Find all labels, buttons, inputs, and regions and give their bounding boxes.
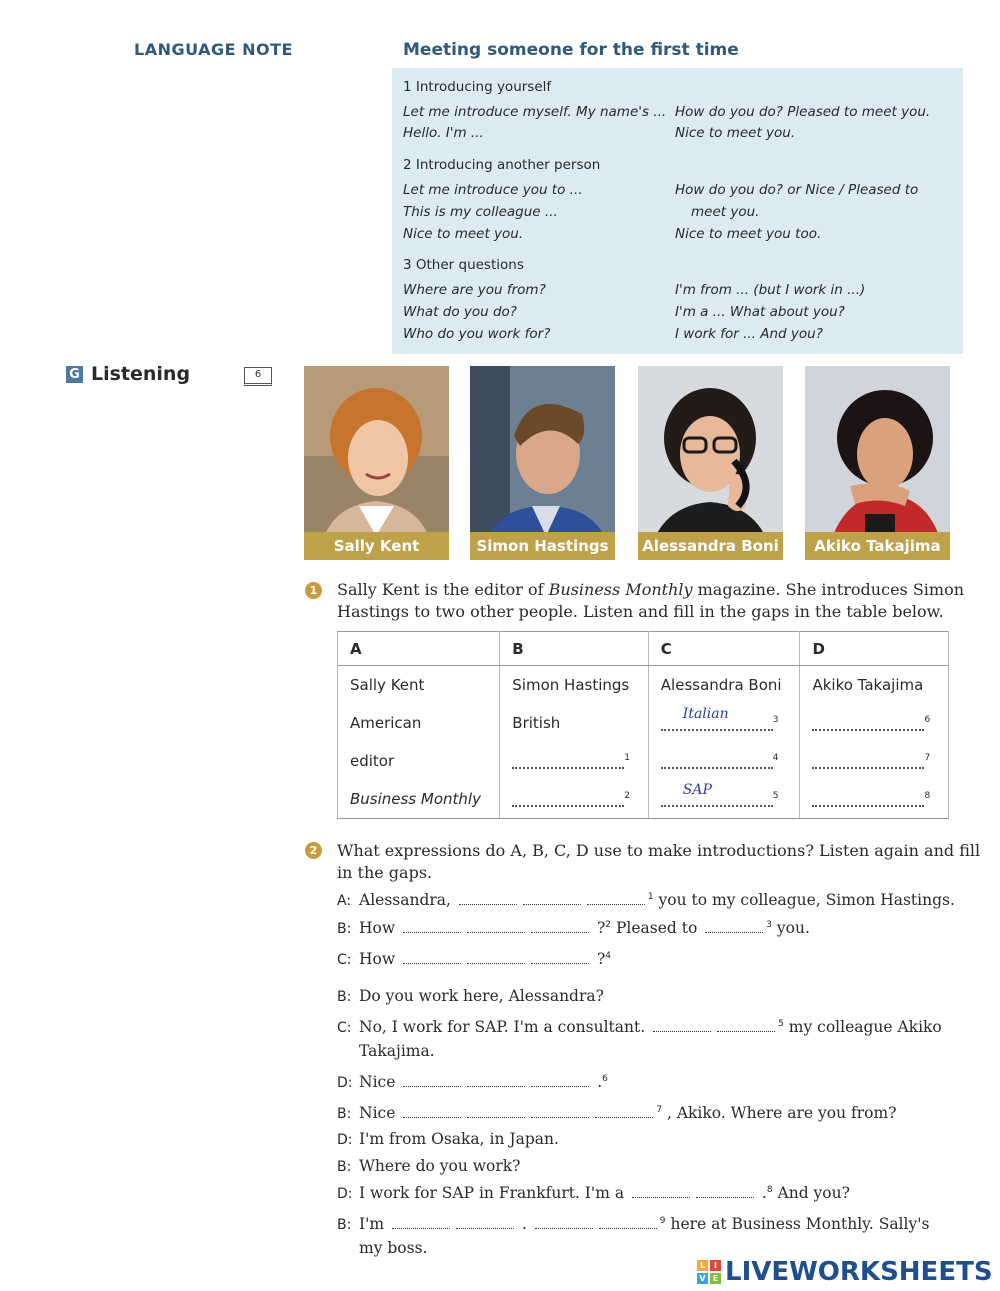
dialogue-line bbox=[337, 1239, 427, 1257]
speaker-label: B: bbox=[337, 1159, 352, 1175]
dialogue-text: my colleague Akiko bbox=[783, 1018, 942, 1036]
gap-number: 5 bbox=[772, 791, 779, 801]
dialogue-text: How bbox=[359, 950, 401, 968]
dialogue-line bbox=[337, 950, 611, 968]
answer-field[interactable] bbox=[812, 717, 924, 731]
answer-gap[interactable] bbox=[531, 922, 589, 933]
table-cell: Alessandra Boni bbox=[648, 666, 800, 705]
table-cell bbox=[500, 742, 649, 780]
dialogue-text: you. bbox=[771, 919, 810, 937]
gap-number: 8 bbox=[924, 791, 931, 801]
dialogue-text: Nice bbox=[359, 1104, 401, 1122]
gap-number: 3 bbox=[766, 919, 772, 930]
photo-caption: Simon Hastings bbox=[470, 532, 615, 560]
gap-number: 2 bbox=[624, 791, 631, 801]
column-header: D bbox=[800, 632, 949, 666]
gap-number: 9 bbox=[659, 1215, 666, 1226]
phrase: Nice to meet you. bbox=[675, 125, 796, 141]
gap-number: 7 bbox=[924, 753, 931, 763]
photo-caption: Sally Kent bbox=[304, 532, 449, 560]
task1-magazine: Business Monthly bbox=[548, 580, 693, 599]
photo-caption: Alessandra Boni bbox=[638, 532, 783, 560]
gap-number: 1 bbox=[647, 891, 654, 902]
photo-akiko-takajima bbox=[805, 366, 950, 560]
speaker-label: D: bbox=[337, 1186, 353, 1202]
phrase: Nice to meet you. bbox=[403, 226, 524, 242]
phrase: Let me introduce you to ... bbox=[403, 182, 583, 198]
handwritten-answer: Italian bbox=[682, 705, 729, 722]
answer-field[interactable] bbox=[812, 755, 924, 769]
dialogue-line bbox=[337, 919, 810, 937]
gap-number: 7 bbox=[656, 1104, 663, 1115]
column-header: A bbox=[338, 632, 500, 666]
table-cell bbox=[648, 742, 800, 780]
answer-gap[interactable] bbox=[392, 1218, 450, 1229]
dialogue-line bbox=[337, 1042, 435, 1060]
dialogue-text: Nice bbox=[359, 1073, 401, 1091]
answer-gap[interactable] bbox=[403, 1107, 461, 1118]
task-number-1: 1 bbox=[305, 582, 322, 599]
answer-gap[interactable] bbox=[632, 1187, 690, 1198]
phrase: What do you do? bbox=[403, 304, 517, 320]
gap-number: 8 bbox=[766, 1184, 773, 1195]
answer-gap[interactable] bbox=[523, 894, 581, 905]
gap-number: 5 bbox=[778, 1018, 784, 1029]
answer-field[interactable] bbox=[661, 755, 773, 769]
table-cell bbox=[648, 704, 800, 742]
dialogue-line bbox=[337, 1215, 929, 1233]
task1-instructions bbox=[337, 579, 964, 623]
language-note-title: Meeting someone for the first time bbox=[403, 40, 739, 60]
gap-number: 3 bbox=[772, 715, 779, 725]
language-note-box bbox=[392, 68, 963, 354]
phrase: Hello. I'm ... bbox=[403, 125, 484, 141]
answer-field[interactable] bbox=[812, 793, 924, 807]
dialogue-text: , Akiko. Where are you from? bbox=[662, 1104, 897, 1122]
listening-heading bbox=[66, 363, 190, 385]
answer-field[interactable] bbox=[661, 705, 773, 731]
phrase: How do you do? Pleased to meet you. bbox=[675, 104, 931, 120]
column-header: B bbox=[500, 632, 649, 666]
answer-gap[interactable] bbox=[531, 1107, 589, 1118]
answer-gap[interactable] bbox=[717, 1021, 775, 1032]
dialogue-text: Pleased to bbox=[611, 919, 703, 937]
phrase: I work for ... And you? bbox=[675, 326, 823, 342]
answer-field[interactable] bbox=[512, 793, 624, 807]
answer-gap[interactable] bbox=[403, 922, 461, 933]
table-cell bbox=[800, 742, 949, 780]
column-header: C bbox=[648, 632, 800, 666]
dialogue-text: Do you work here, Alessandra? bbox=[359, 987, 604, 1005]
speaker-label: B: bbox=[337, 1106, 352, 1122]
answer-gap[interactable] bbox=[456, 1218, 514, 1229]
answer-gap[interactable] bbox=[705, 922, 763, 933]
phrase: Nice to meet you too. bbox=[675, 226, 822, 242]
dialogue-line bbox=[337, 891, 955, 909]
logo-tile: L bbox=[697, 1260, 708, 1271]
section-heading: 1 Introducing yourself bbox=[403, 79, 552, 95]
phrase: meet you. bbox=[691, 204, 760, 220]
language-note-label: LANGUAGE NOTE bbox=[134, 40, 293, 59]
logo-tile: E bbox=[710, 1273, 721, 1284]
gap-number: 6 bbox=[924, 715, 931, 725]
dialogue-line bbox=[337, 1184, 850, 1202]
table-cell: Business Monthly bbox=[338, 780, 500, 819]
speaker-label: B: bbox=[337, 921, 352, 937]
handwritten-answer: SAP bbox=[682, 781, 712, 798]
phrase: Where are you from? bbox=[403, 282, 546, 298]
answer-gap[interactable] bbox=[403, 1076, 461, 1087]
phrase: Who do you work for? bbox=[403, 326, 551, 342]
phrase: Let me introduce myself. My name's ... bbox=[403, 104, 667, 120]
logo-text: LIVEWORKSHEETS bbox=[725, 1257, 993, 1287]
answer-gap[interactable] bbox=[403, 953, 461, 964]
answer-gap[interactable] bbox=[696, 1187, 754, 1198]
answer-gap[interactable] bbox=[599, 1218, 657, 1229]
audio-track-button[interactable]: 6 bbox=[244, 367, 272, 386]
answer-gap[interactable] bbox=[467, 1107, 525, 1118]
dialogue-text: here at Business Monthly. Sally's bbox=[665, 1215, 930, 1233]
dialogue-text: Alessandra, bbox=[359, 891, 456, 909]
dialogue-line bbox=[337, 1130, 559, 1148]
answer-gap[interactable] bbox=[535, 1218, 593, 1229]
dialogue-text: How bbox=[359, 919, 401, 937]
photo-simon-hastings bbox=[470, 366, 615, 560]
section-heading: 2 Introducing another person bbox=[403, 157, 601, 173]
dialogue-text: . bbox=[757, 1184, 767, 1202]
table-cell: Akiko Takajima bbox=[800, 666, 949, 705]
task1-text: Hastings to two other people. Listen and fill in the gaps in the table below. bbox=[337, 602, 944, 621]
logo-tile: V bbox=[697, 1273, 708, 1284]
answer-gap[interactable] bbox=[459, 894, 517, 905]
dialogue-text: Where do you work? bbox=[359, 1157, 521, 1175]
answer-gap[interactable] bbox=[467, 922, 525, 933]
gap-number: 4 bbox=[605, 950, 612, 961]
answer-gap[interactable] bbox=[653, 1021, 711, 1032]
table-cell: Sally Kent bbox=[338, 666, 500, 705]
dialogue-line bbox=[337, 1104, 897, 1122]
dialogue-line bbox=[337, 1157, 521, 1175]
fill-in-table bbox=[337, 631, 949, 819]
phrase: I'm a ... What about you? bbox=[675, 304, 845, 320]
table-cell: British bbox=[500, 704, 649, 742]
table-cell: American bbox=[338, 704, 500, 742]
answer-gap[interactable] bbox=[595, 1107, 653, 1118]
answer-gap[interactable] bbox=[467, 1076, 525, 1087]
section-heading: 3 Other questions bbox=[403, 257, 524, 273]
gap-number: 6 bbox=[602, 1073, 608, 1084]
phrase: How do you do? or Nice / Pleased to bbox=[675, 182, 919, 198]
table-cell: Simon Hastings bbox=[500, 666, 649, 705]
dialogue-text: Takajima. bbox=[359, 1042, 435, 1060]
table-cell bbox=[500, 780, 649, 819]
dialogue-text: I'm bbox=[359, 1215, 390, 1233]
dialogue-text: you to my colleague, Simon Hastings. bbox=[653, 891, 955, 909]
gap-number: 1 bbox=[624, 753, 631, 763]
table-cell: editor bbox=[338, 742, 500, 780]
speaker-label: D: bbox=[337, 1075, 353, 1091]
task-number-2: 2 bbox=[305, 842, 322, 859]
gap-number: 2 bbox=[605, 919, 612, 930]
task2-text: in the gaps. bbox=[337, 863, 433, 882]
listening-label: Listening bbox=[91, 363, 191, 385]
answer-gap[interactable] bbox=[587, 894, 645, 905]
dialogue-text: I'm from Osaka, in Japan. bbox=[359, 1130, 559, 1148]
speaker-label: C: bbox=[337, 1020, 352, 1036]
dialogue-line bbox=[337, 987, 604, 1005]
speaker-label: B: bbox=[337, 989, 352, 1005]
dialogue-text: ? bbox=[592, 950, 606, 968]
logo-tile: I bbox=[710, 1260, 721, 1271]
task2-text: What expressions do A, B, C, D use to make introductions? Listen again and fill bbox=[337, 841, 981, 860]
table-cell bbox=[800, 780, 949, 819]
photo-caption: Akiko Takajima bbox=[805, 532, 950, 560]
dialogue-line bbox=[337, 1018, 942, 1036]
dialogue-text: . bbox=[592, 1073, 603, 1091]
phrase: I'm from ... (but I work in ...) bbox=[675, 282, 866, 298]
dialogue-text: And you? bbox=[772, 1184, 850, 1202]
gap-number: 4 bbox=[772, 753, 779, 763]
dialogue-text: No, I work for SAP. I'm a consultant. bbox=[359, 1018, 651, 1036]
photo-sally-kent bbox=[304, 366, 449, 560]
answer-field[interactable] bbox=[661, 781, 773, 807]
table-cell bbox=[800, 704, 949, 742]
dialogue-line bbox=[337, 1073, 608, 1091]
answer-gap[interactable] bbox=[467, 953, 525, 964]
liveworksheets-logo bbox=[697, 1257, 993, 1287]
answer-field[interactable] bbox=[512, 755, 624, 769]
table-cell bbox=[648, 780, 800, 819]
dialogue-text: . bbox=[517, 1215, 532, 1233]
dialogue-text: my boss. bbox=[359, 1239, 428, 1257]
dialogue-text: I work for SAP in Frankfurt. I'm a bbox=[359, 1184, 629, 1202]
dialogue-text: ? bbox=[592, 919, 606, 937]
speaker-label: C: bbox=[337, 952, 352, 968]
logo-icon bbox=[697, 1260, 721, 1284]
task2-instructions bbox=[337, 840, 980, 884]
answer-gap[interactable] bbox=[531, 1076, 589, 1087]
speaker-label: D: bbox=[337, 1132, 353, 1148]
task1-text: magazine. She introduces Simon bbox=[692, 580, 965, 599]
task1-text: Sally Kent is the editor of bbox=[337, 580, 549, 599]
speaker-label: A: bbox=[337, 893, 352, 909]
speaker-label: B: bbox=[337, 1217, 352, 1233]
photo-alessandra-boni bbox=[638, 366, 783, 560]
section-badge: G bbox=[66, 366, 83, 383]
phrase: This is my colleague ... bbox=[403, 204, 558, 220]
answer-gap[interactable] bbox=[531, 953, 589, 964]
